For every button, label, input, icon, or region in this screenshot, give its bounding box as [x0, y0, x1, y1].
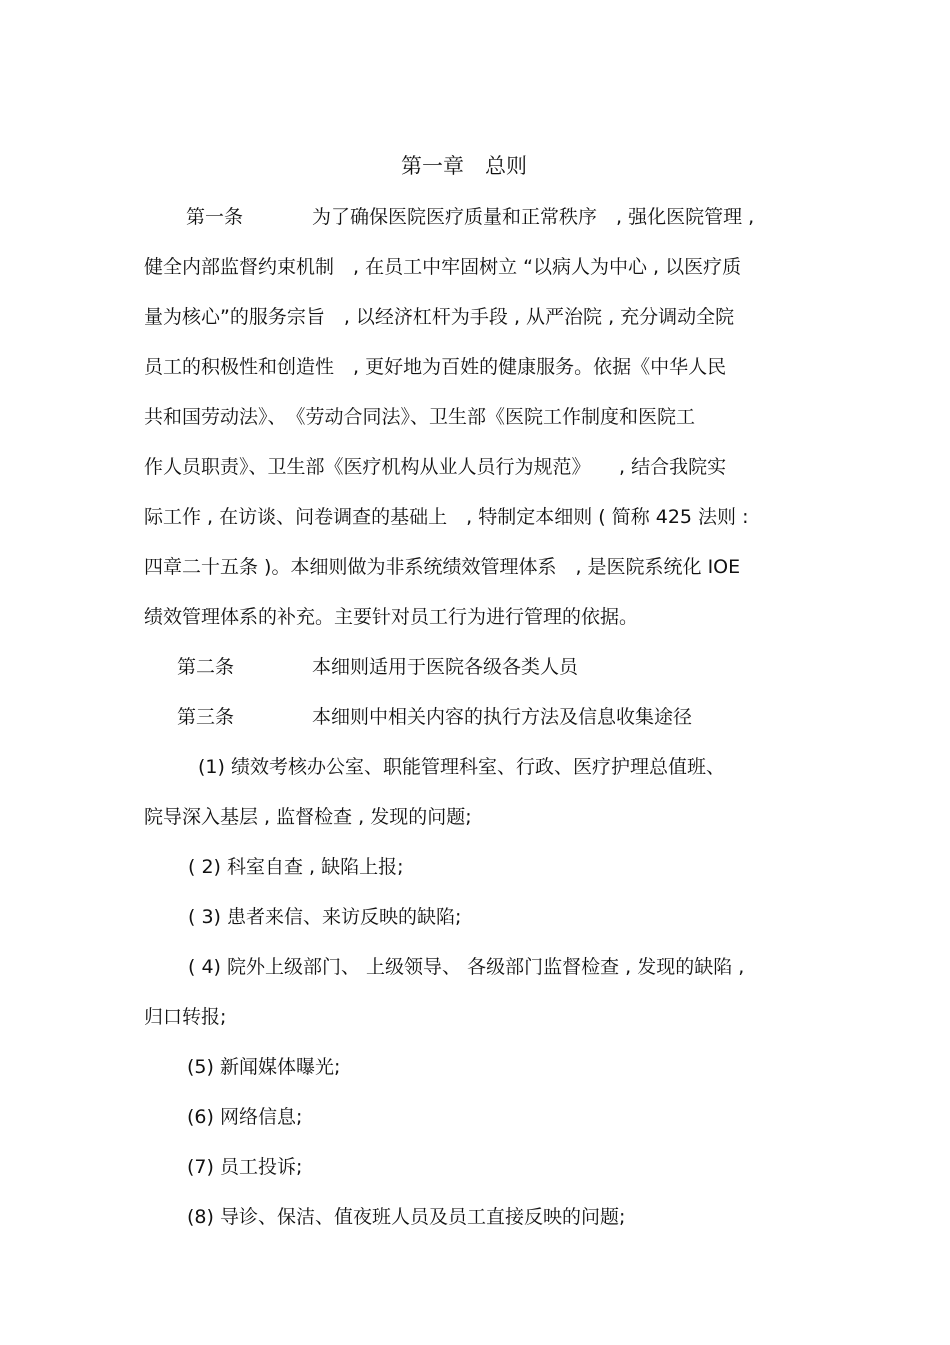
item-1-line-1: (1) 绩效考核办公室、职能管理科室、行政、医疗护理总值班、	[198, 756, 725, 778]
item-5: (5) 新闻媒体曝光;	[187, 1056, 341, 1078]
article-1-line-9: 绩效管理体系的补充。主要针对员工行为进行管理的依据。	[144, 606, 639, 628]
item-1-line-2: 院导深入基层 , 监督检查 , 发现的问题;	[144, 806, 472, 828]
article-1-line-7: 际工作 , 在访谈、问卷调查的基础上 , 特制定本细则 ( 简称 425 法则 :	[144, 506, 749, 528]
article-1-line-8: 四章二十五条 )。本细则做为非系统绩效管理体系 , 是医院系统化 IOE	[144, 556, 741, 578]
item-8: (8) 导诊、保洁、值夜班人员及员工直接反映的问题;	[187, 1206, 626, 1228]
chapter-title: 第一章 总则	[401, 154, 527, 178]
item-4-line-2: 归口转报;	[144, 1006, 227, 1028]
item-6: (6) 网络信息;	[187, 1106, 303, 1128]
article-3-label: 第三条	[177, 706, 235, 728]
article-1-label: 第一条	[186, 206, 244, 228]
article-1-line-6: 作人员职责》、卫生部《医疗机构从业人员行为规范》 , 结合我院实	[144, 456, 727, 478]
item-3: ( 3) 患者来信、来访反映的缺陷;	[188, 906, 462, 928]
article-1-line-5: 共和国劳动法》、 《劳动合同法》、卫生部《医院工作制度和医院工	[144, 406, 696, 428]
item-7: (7) 员工投诉;	[187, 1156, 303, 1178]
item-4-line-1: ( 4) 院外上级部门、 上级领导、 各级部门监督检查 , 发现的缺陷 ,	[188, 956, 745, 978]
article-1-line-1: 为了确保医院医疗质量和正常秩序 , 强化医院管理 ,	[312, 206, 755, 228]
article-2-text: 本细则适用于医院各级各类人员	[312, 656, 579, 678]
item-2: ( 2) 科室自查 , 缺陷上报;	[188, 856, 404, 878]
article-1-line-4: 员工的积极性和创造性 , 更好地为百姓的健康服务。依据《中华人民	[144, 356, 727, 378]
article-1-line-3: 量为核心”的服务宗旨 , 以经济杠杆为手段 , 从严治院 , 充分调动全院	[144, 306, 735, 328]
article-2-label: 第二条	[177, 656, 235, 678]
article-3-text: 本细则中相关内容的执行方法及信息收集途径	[312, 706, 693, 728]
article-1-line-2: 健全内部监督约束机制 , 在员工中牢固树立 “以病人为中心 , 以医疗质	[144, 256, 742, 278]
